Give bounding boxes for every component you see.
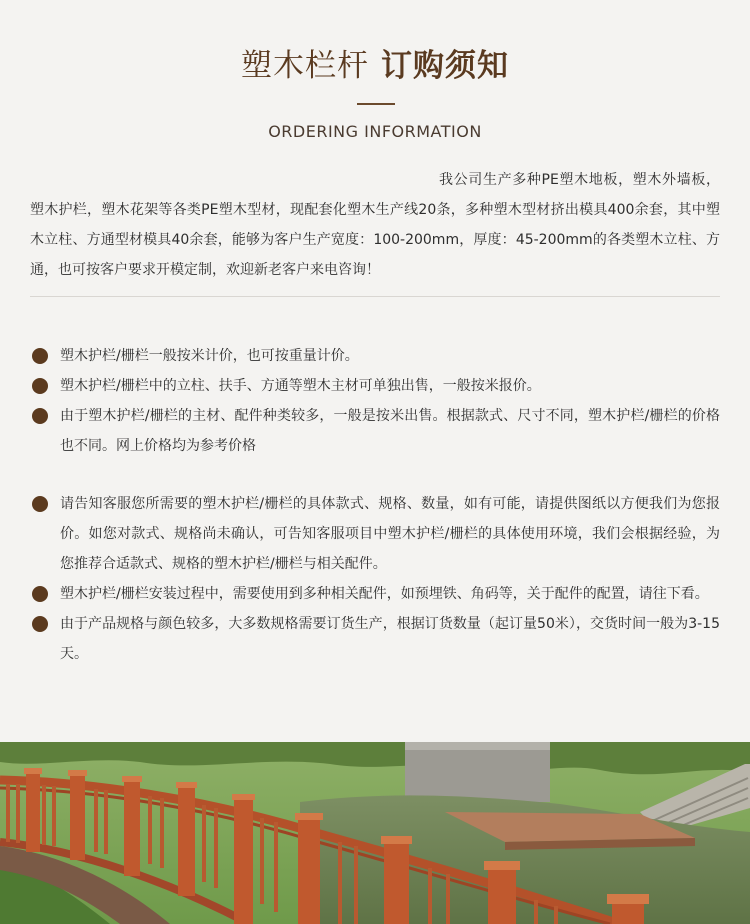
list-item <box>30 341 720 371</box>
list-item-text: 塑木护栏/栅栏中的立柱、扶手、方通等塑木主材可单独出售，一般按米报价。 <box>60 378 541 394</box>
section-divider <box>30 296 720 297</box>
list-item <box>30 579 720 609</box>
ordering-notes <box>30 489 720 669</box>
bullet-dot-icon <box>32 348 48 364</box>
list-item-text: 塑木护栏/栅栏一般按米计价，也可按重量计价。 <box>60 348 359 364</box>
list-item <box>30 401 720 461</box>
railing-photo <box>0 742 750 924</box>
page-title <box>0 44 750 88</box>
list-item-text: 由于塑木护栏/栅栏的主材、配件种类较多，一般是按米出售。根据款式、尺寸不同，塑木护栏/栅栏的价格也不同。网上价格均为参考价格 <box>60 408 720 454</box>
title-bold: 订购须知 <box>381 48 509 84</box>
list-item <box>30 609 720 669</box>
title-underline <box>357 103 395 105</box>
list-item <box>30 489 720 579</box>
list-item <box>30 371 720 401</box>
pricing-notes <box>30 341 720 461</box>
bullet-dot-icon <box>32 408 48 424</box>
title-block <box>0 44 750 88</box>
list-item-text: 塑木护栏/栅栏安装过程中，需要使用到多种相关配件，如预埋铁、角码等，关于配件的配置，请往下看。 <box>60 586 709 602</box>
list-item-text: 请告知客服您所需要的塑木护栏/栅栏的具体款式、规格、数量，如有可能，请提供图纸以方便我们为您报价。如您对款式、规格尚未确认，可告知客服项目中塑木护栏/栅栏的具体使用环境，我们会根据经验，为您推荐合适款式、规格的塑木护栏/栅栏与相关配件。 <box>60 496 720 572</box>
intro-paragraph: 我公司生产多种PE塑木地板，塑木外墙板，塑木护栏，塑木花架等各类PE塑木型材，现配套化塑木生产线20条，多种塑木型材挤出模具400余套，其中塑木立柱、方通型材模具40余套，能够为客户生产宽度：100-200mm，厚度：45-200mm的各类塑木立柱、方通，也可按客户要求开模定制，欢迎新老客户来电咨询！ <box>30 172 720 278</box>
list-item-text: 由于产品规格与颜色较多，大多数规格需要订货生产，根据订货数量（起订量50米），交货时间一般为3-15天。 <box>60 616 720 662</box>
title-light: 塑木栏杆 <box>241 48 369 84</box>
bullet-dot-icon <box>32 586 48 602</box>
bullet-dot-icon <box>32 378 48 394</box>
subtitle: ORDERING INFORMATION <box>268 122 482 141</box>
railing-photo-illustration <box>0 742 750 924</box>
bullet-dot-icon <box>32 616 48 632</box>
bullet-dot-icon <box>32 496 48 512</box>
